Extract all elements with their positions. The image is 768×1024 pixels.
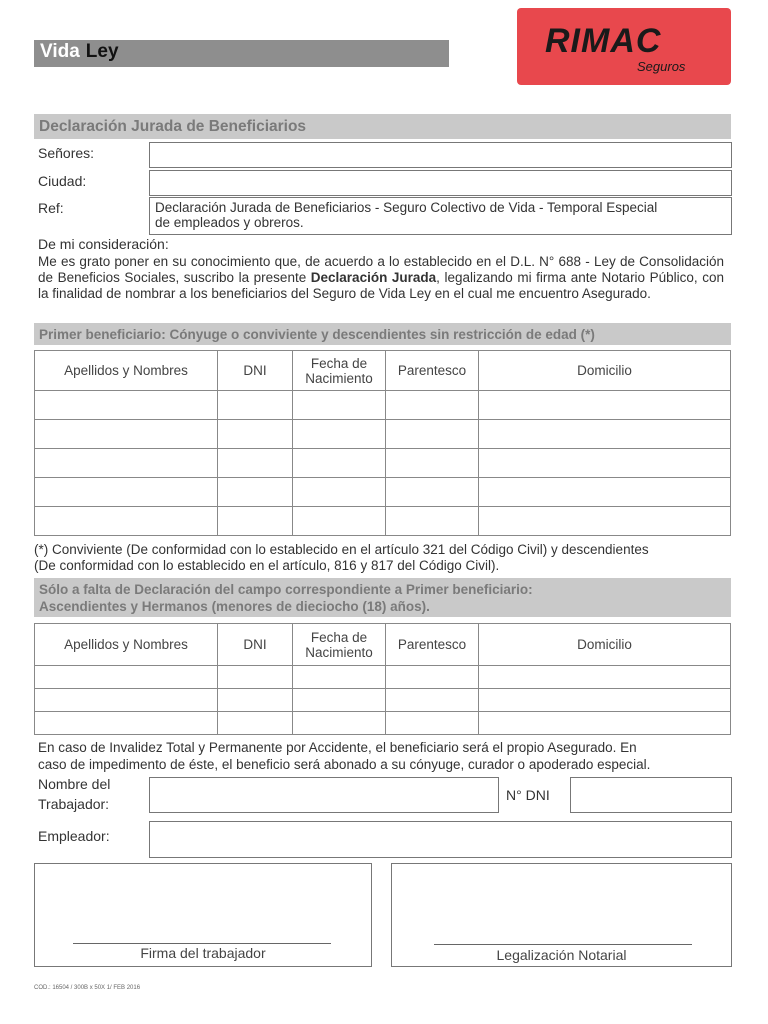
body-text-end: , legalizando mi firma ante Notario Público, con la finalidad de nombrar a los beneficiarios del Seguro de Vida Ley en el cual me encuentro Asegurado.	[38, 270, 724, 301]
column-header: Domicilio	[479, 351, 731, 391]
logo-name: RIMAC	[545, 22, 662, 60]
declaration-section-title: Declaración Jurada de Beneficiarios	[39, 118, 307, 135]
notary-label: Legalización Notarial	[496, 947, 627, 963]
table-row[interactable]	[35, 689, 731, 712]
declaration-section-header	[34, 114, 731, 139]
table-row[interactable]	[35, 712, 731, 735]
second-beneficiary-section-header	[34, 578, 731, 617]
worker-name-label-line-2: Trabajador:	[38, 796, 110, 812]
body-text-bold: Declaración Jurada	[310, 270, 437, 285]
invalidez-line-2: caso de impedimento de éste, el beneficio será abonado a su cónyuge, curador o apoderado especial.	[38, 757, 651, 772]
invalidez-text	[38, 739, 738, 773]
table-header-row	[35, 624, 731, 666]
employer-field[interactable]	[149, 821, 732, 858]
title-part-2: Ley	[85, 41, 119, 62]
second-beneficiary-title	[39, 581, 533, 615]
invalidez-line-1: En caso de Invalidez Total y Permanente por Accidente, el beneficiario será el propio Asegurado. En	[38, 740, 637, 755]
worker-dni-label: N° DNI	[506, 787, 550, 803]
first-beneficiary-section-header	[34, 323, 731, 345]
ref-label: Ref:	[38, 200, 64, 216]
employer-label: Empleador:	[38, 828, 110, 844]
column-header: Apellidos y Nombres	[35, 351, 218, 391]
worker-name-label-line-1: Nombre del	[38, 776, 111, 792]
table-row[interactable]	[35, 478, 731, 507]
declaration-body	[38, 254, 724, 302]
ref-line-2: de empleados y obreros.	[155, 215, 304, 230]
worker-name-field[interactable]	[149, 777, 499, 813]
footer-code: COD.: 16504 / 300B x 50X 1/ FEB 2016	[34, 985, 141, 991]
footnote-line-1: (*) Conviviente (De conformidad con lo establecido en el artículo 321 del Código Civil) y descendientes	[34, 542, 649, 557]
table-row[interactable]	[35, 449, 731, 478]
column-header: Fecha de Nacimiento	[293, 624, 386, 666]
column-header: Domicilio	[479, 624, 731, 666]
table-row[interactable]	[35, 420, 731, 449]
ciudad-label: Ciudad:	[38, 173, 87, 189]
form-title	[40, 41, 119, 63]
table-header-row	[35, 351, 731, 391]
column-header: Apellidos y Nombres	[35, 624, 218, 666]
column-header: DNI	[218, 351, 293, 391]
table-row[interactable]	[35, 666, 731, 689]
title-part-1: Vida	[40, 41, 80, 62]
first-beneficiary-title: Primer beneficiario: Cónyuge o conviviente y descendientes sin restricción de edad (*)	[39, 327, 595, 342]
table-row[interactable]	[35, 391, 731, 420]
ciudad-field[interactable]	[149, 170, 732, 196]
worker-name-label	[38, 774, 110, 814]
worker-dni-field[interactable]	[570, 777, 732, 813]
notary-box[interactable]	[391, 863, 732, 967]
senores-label: Señores:	[38, 145, 95, 161]
title-bar	[34, 40, 449, 67]
worker-signature-label: Firma del trabajador	[140, 945, 266, 961]
logo-subtitle: Seguros	[637, 59, 686, 74]
footnote-line-2: (De conformidad con lo establecido en el artículo, 816 y 817 del Código Civil).	[34, 558, 500, 573]
body-text-start: Me es grato poner en su conocimiento que, de acuerdo a lo establecido en el D.L. N° 688 - Ley de Consolidación de Beneficios Sociales, suscribo la presente	[38, 254, 724, 285]
ref-field	[149, 197, 732, 235]
column-header: Parentesco	[386, 624, 479, 666]
second-title-line-1: Sólo a falta de Declaración del campo correspondiente a Primer beneficiario:	[39, 582, 533, 597]
second-beneficiary-table	[34, 623, 731, 735]
senores-field[interactable]	[149, 142, 732, 168]
table-row[interactable]	[35, 507, 731, 536]
rimac-logo	[517, 8, 731, 85]
ref-line-1: Declaración Jurada de Beneficiarios - Seguro Colectivo de Vida - Temporal Especial	[155, 200, 658, 215]
column-header: DNI	[218, 624, 293, 666]
ref-text	[155, 200, 657, 230]
salutation: De mi consideración:	[38, 236, 169, 252]
column-header: Fecha de Nacimiento	[293, 351, 386, 391]
second-title-line-2: Ascendientes y Hermanos (menores de dieciocho (18) años).	[39, 599, 430, 614]
first-beneficiary-table	[34, 350, 731, 536]
worker-signature-line	[73, 943, 331, 944]
notary-signature-line	[434, 944, 692, 945]
worker-signature-box[interactable]	[34, 863, 372, 967]
column-header: Parentesco	[386, 351, 479, 391]
first-beneficiary-footnote	[34, 542, 734, 574]
